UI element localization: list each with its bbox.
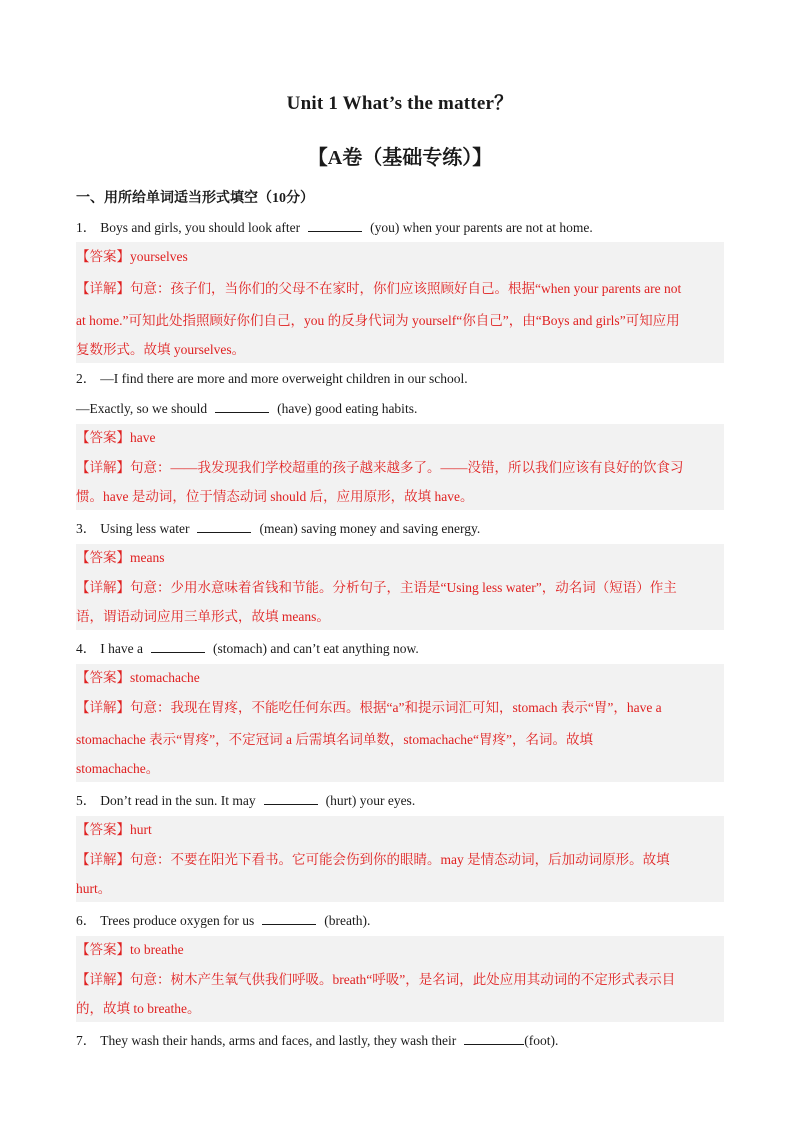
question-text: Boys and girls, you should look after (100, 220, 301, 235)
answer-line (76, 242, 724, 272)
answer-label: 【答案】 (76, 430, 130, 445)
detail-label: 【详解】 (76, 972, 130, 987)
detail-line (76, 724, 724, 755)
answer-value: yourselves (130, 249, 188, 264)
detail-text: 句意：孩子们，当你们的父母不在家时，你们应该照顾好自己。根据“when your parents are not (130, 281, 682, 296)
detail-text: 复数形式。故填 yourselves。 (76, 342, 246, 357)
answer-label: 【答案】 (76, 670, 130, 685)
question-text: They wash their hands, arms and faces, and lastly, they wash their (100, 1033, 457, 1048)
question-text: I have a (100, 641, 143, 656)
question-text: (stomach) and can’t eat anything now. (212, 641, 419, 656)
answer-blank (264, 791, 318, 805)
answer-box-2 (76, 424, 724, 510)
question-number: 4． (76, 641, 97, 656)
question-text: (hurt) your eyes. (325, 793, 416, 808)
detail-line (76, 603, 724, 630)
question-text: Trees produce oxygen for us (100, 913, 255, 928)
answer-value: have (130, 430, 156, 445)
detail-text: at home.”可知此处指照顾好你们自己，you 的反身代词为 yourself“你自己”，由“Boys and girls”可知应用 (76, 313, 680, 328)
detail-text: 惯。have 是动词，位于情态动词 should 后，应用原形，故填 have。 (76, 489, 474, 504)
detail-label: 【详解】 (76, 700, 130, 715)
question-number: 5． (76, 793, 97, 808)
answer-blank (308, 218, 362, 232)
detail-text: 句意：少用水意味着省钱和节能。分析句子，主语是“Using less water”，动名词（短语）作主 (130, 580, 677, 595)
detail-text: 语，谓语动词应用三单形式，故填 means。 (76, 609, 330, 624)
detail-line (76, 995, 724, 1022)
detail-text: 的，故填 to breathe。 (76, 1001, 201, 1016)
answer-label: 【答案】 (76, 822, 130, 837)
question-text: (breath). (324, 913, 371, 928)
detail-text: stomachache。 (76, 761, 160, 776)
answer-blank (262, 911, 316, 925)
detail-line (76, 572, 724, 603)
answer-blank (151, 639, 205, 653)
answer-line (76, 664, 724, 692)
answer-line (76, 816, 724, 844)
question-7 (76, 1031, 726, 1050)
detail-text: stomachache 表示“胃疼”，不定冠词 a 后需填名词单数，stomachache“胃疼”，名词。故填 (76, 732, 594, 747)
answer-value: means (130, 550, 165, 565)
detail-label: 【详解】 (76, 580, 130, 595)
detail-line (76, 875, 724, 902)
answer-box-3 (76, 544, 724, 630)
detail-line (76, 272, 724, 305)
detail-label: 【详解】 (76, 852, 130, 867)
question-number: 7． (76, 1033, 97, 1048)
answer-blank (197, 519, 251, 533)
answer-value: stomachache (130, 670, 200, 685)
question-text: (have) good eating habits. (277, 401, 418, 416)
answer-box-5 (76, 816, 724, 902)
answer-line (76, 936, 724, 964)
detail-label: 【详解】 (76, 281, 130, 296)
detail-text: 句意：——我发现我们学校超重的孩子越来越多了。——没错，所以我们应该有良好的饮食习 (130, 460, 684, 475)
detail-line (76, 692, 724, 724)
answer-box-6 (76, 936, 724, 1022)
question-text: (foot). (524, 1033, 559, 1048)
answer-box-4 (76, 664, 724, 782)
answer-blank (215, 399, 269, 413)
detail-text: 句意：不要在阳光下看书。它可能会伤到你的眼睛。may 是情态动词，后加动词原形。故填 (130, 852, 670, 867)
detail-text: 句意：树木产生氧气供我们呼吸。breath“呼吸”，是名词，此处应用其动词的不定形式表示目 (130, 972, 676, 987)
detail-text: hurt。 (76, 881, 112, 896)
question-text: (you) when your parents are not at home. (370, 220, 593, 235)
detail-line (76, 755, 724, 782)
answer-label: 【答案】 (76, 249, 130, 264)
detail-line (76, 483, 724, 510)
page-subtitle: 【A卷（基础专练）】 (307, 147, 493, 169)
question-5 (76, 791, 726, 810)
detail-label: 【详解】 (76, 460, 130, 475)
question-number: 3． (76, 521, 97, 536)
answer-box-1 (76, 242, 724, 363)
detail-line (76, 305, 724, 337)
detail-text: 句意：我现在胃疼，不能吃任何东西。根据“a”和提示词汇可知，stomach 表示“胃”，have a (130, 700, 662, 715)
question-text: —I find there are more and more overweight children in our school. (100, 371, 468, 386)
answer-line (76, 424, 724, 452)
question-number: 6． (76, 913, 97, 928)
section-heading: 一、用所给单词适当形式填空（10分） (76, 191, 314, 206)
detail-line (76, 964, 724, 995)
question-text: Using less water (100, 521, 190, 536)
page-title: Unit 1 What’s the matter？ (286, 93, 514, 114)
question-1 (76, 218, 726, 237)
question-6 (76, 911, 726, 930)
answer-label: 【答案】 (76, 550, 130, 565)
question-2-line-2 (76, 399, 726, 418)
question-number: 2． (76, 371, 97, 386)
answer-blank (464, 1031, 524, 1045)
answer-value: to breathe (130, 942, 184, 957)
detail-line (76, 452, 724, 483)
question-3 (76, 519, 726, 538)
answer-value: hurt (130, 822, 152, 837)
detail-line (76, 844, 724, 875)
answer-line (76, 544, 724, 572)
question-text: (mean) saving money and saving energy. (259, 521, 481, 536)
question-4 (76, 639, 726, 658)
detail-line (76, 337, 724, 363)
question-2 (76, 370, 726, 388)
question-text: Don’t read in the sun. It may (100, 793, 256, 808)
question-number: 1． (76, 220, 97, 235)
question-text: —Exactly, so we should (76, 401, 208, 416)
answer-label: 【答案】 (76, 942, 130, 957)
